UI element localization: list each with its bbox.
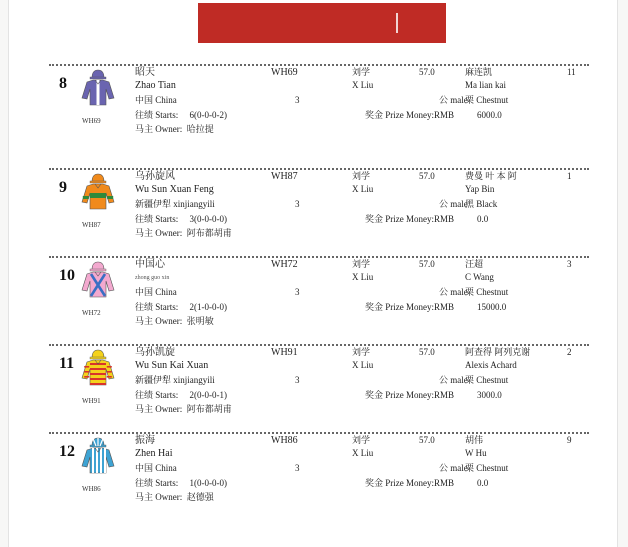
- owner-label: 马主 Owner:: [135, 316, 183, 326]
- horse-color: 栗 Chestnut: [465, 95, 509, 105]
- horse-origin: 新疆伊犁 xinjiangyili: [135, 199, 215, 209]
- horse-name-pinyin: zhong guo xin: [135, 275, 170, 281]
- horse-sex: 公 male: [439, 199, 468, 209]
- runner-number: 10: [59, 267, 75, 284]
- horse-age: 3: [295, 95, 300, 105]
- carried-weight: 57.0: [419, 435, 435, 445]
- trainer-name-cn: 汪超: [465, 259, 484, 269]
- horse-origin: 中国 China: [135, 463, 177, 473]
- trainer-name-en: C Wang: [465, 272, 494, 282]
- carried-weight: 57.0: [419, 347, 435, 357]
- entry-separator: [49, 432, 589, 434]
- banner-divider: [396, 13, 398, 33]
- jockey-name-en: X Liu: [352, 360, 374, 370]
- starts-value: 6(0-0-0-2): [189, 110, 228, 120]
- prize-label: 奖金 Prize Money:RMB: [365, 110, 454, 120]
- horse-age: 3: [295, 199, 300, 209]
- horse-code: WH87: [271, 171, 298, 182]
- jockey-name-en: X Liu: [352, 80, 374, 90]
- owner-value: 哈拉提: [186, 124, 214, 134]
- jockey-name-cn: 刘学: [352, 347, 371, 357]
- jockey-name-en: X Liu: [352, 272, 374, 282]
- prize-label: 奖金 Prize Money:RMB: [365, 390, 454, 400]
- silk-code: WH86: [82, 485, 101, 493]
- starts-label: 往绩 Starts:: [135, 110, 179, 120]
- trainer-name-en: W Hu: [465, 448, 487, 458]
- trainer-name-en: Yap Bin: [465, 184, 495, 194]
- horse-sex: 公 male: [439, 463, 468, 473]
- owner-label: 马主 Owner:: [135, 124, 183, 134]
- barrier-draw: 2: [567, 347, 572, 357]
- horse-name-cn: 中国心: [135, 259, 165, 270]
- horse-color: 栗 Chestnut: [465, 463, 509, 473]
- trainer-name-cn: 麻连凯: [465, 67, 493, 77]
- prize-label: 奖金 Prize Money:RMB: [365, 302, 454, 312]
- trainer-name-cn: 阿查得 阿列克谢: [465, 347, 531, 357]
- prize-value: 0.0: [477, 214, 489, 224]
- horse-code: WH86: [271, 435, 298, 446]
- horse-code: WH91: [271, 347, 298, 358]
- trainer-name-en: Ma lian kai: [465, 80, 506, 90]
- prize-value: 15000.0: [477, 302, 507, 312]
- barrier-draw: 9: [567, 435, 572, 445]
- carried-weight: 57.0: [419, 259, 435, 269]
- horse-sex: 公 male: [439, 95, 468, 105]
- jockey-silk-icon: [81, 260, 115, 298]
- horse-name-en: Zhen Hai: [135, 448, 173, 459]
- runner-entry: [49, 432, 589, 518]
- horse-name-en: Wu Sun Kai Xuan: [135, 360, 209, 371]
- owner-label: 马主 Owner:: [135, 404, 183, 414]
- runner-entry: [49, 344, 589, 430]
- owner-value: 赵德强: [186, 492, 214, 502]
- horse-name-en: Wu Sun Xuan Feng: [135, 184, 214, 195]
- owner-row: [135, 492, 214, 503]
- horse-name-cn: 乌孙凯旋: [135, 347, 175, 358]
- racecard-page: [8, 0, 618, 547]
- barrier-draw: 1: [567, 171, 572, 181]
- horse-color: 栗 Chestnut: [465, 287, 509, 297]
- prize-value: 3000.0: [477, 390, 502, 400]
- jockey-silk-icon: [81, 68, 115, 106]
- starts-label: 往绩 Starts:: [135, 214, 179, 224]
- starts-value: 2(0-0-0-1): [189, 390, 228, 400]
- runner-number: 12: [59, 443, 75, 460]
- prize-label: 奖金 Prize Money:RMB: [365, 478, 454, 488]
- horse-sex: 公 male: [439, 375, 468, 385]
- jockey-name-cn: 刘学: [352, 435, 371, 445]
- jockey-name-cn: 刘学: [352, 67, 371, 77]
- horse-name-en: Zhao Tian: [135, 80, 176, 91]
- starts-label: 往绩 Starts:: [135, 478, 179, 488]
- silk-code: WH91: [82, 397, 101, 405]
- silk-code: WH72: [82, 309, 101, 317]
- carried-weight: 57.0: [419, 67, 435, 77]
- entry-separator: [49, 64, 589, 66]
- starts-value: 2(1-0-0-0): [189, 302, 228, 312]
- horse-age: 3: [295, 375, 300, 385]
- owner-row: [135, 228, 232, 239]
- jockey-name-en: X Liu: [352, 184, 374, 194]
- entry-separator: [49, 344, 589, 346]
- jockey-name-cn: 刘学: [352, 259, 371, 269]
- owner-row: [135, 316, 214, 327]
- barrier-draw: 3: [567, 259, 572, 269]
- runner-number: 11: [59, 355, 75, 372]
- horse-age: 3: [295, 463, 300, 473]
- owner-label: 马主 Owner:: [135, 228, 183, 238]
- jockey-silk-icon: [81, 172, 115, 210]
- jockey-name-cn: 刘学: [352, 171, 371, 181]
- prize-value: 6000.0: [477, 110, 502, 120]
- jockey-silk-icon: [81, 348, 115, 386]
- runner-number: 9: [59, 179, 67, 196]
- horse-color: 栗 Chestnut: [465, 375, 509, 385]
- horse-name-cn: 乌孙旋风: [135, 171, 175, 182]
- horse-color: 黑 Black: [465, 199, 498, 209]
- horse-origin: 中国 China: [135, 95, 177, 105]
- starts-row: [135, 478, 227, 489]
- prize-value: 0.0: [477, 478, 489, 488]
- runner-entry: [49, 256, 589, 342]
- owner-label: 马主 Owner:: [135, 492, 183, 502]
- trainer-name-cn: 胡伟: [465, 435, 484, 445]
- carried-weight: 57.0: [419, 171, 435, 181]
- horse-origin: 中国 China: [135, 287, 177, 297]
- jockey-silk-icon: [81, 436, 115, 474]
- starts-label: 往绩 Starts:: [135, 390, 179, 400]
- horse-sex: 公 male: [439, 287, 468, 297]
- trainer-name-en: Alexis Achard: [465, 360, 517, 370]
- runner-entry: [49, 64, 589, 150]
- horse-age: 3: [295, 287, 300, 297]
- horse-code: WH72: [271, 259, 298, 270]
- entry-separator: [49, 168, 589, 170]
- starts-row: [135, 390, 227, 401]
- owner-row: [135, 404, 232, 415]
- owner-row: [135, 124, 214, 135]
- silk-code: WH69: [82, 117, 101, 125]
- jockey-name-en: X Liu: [352, 448, 374, 458]
- silk-code: WH87: [82, 221, 101, 229]
- starts-row: [135, 110, 227, 121]
- starts-row: [135, 214, 227, 225]
- owner-value: 阿布都胡甫: [186, 404, 232, 414]
- starts-label: 往绩 Starts:: [135, 302, 179, 312]
- runner-entry: [49, 168, 589, 254]
- trainer-name-cn: 费曼 叶 本 阿: [465, 171, 517, 181]
- horse-code: WH69: [271, 67, 298, 78]
- header-banner: [198, 3, 446, 43]
- owner-value: 张明敏: [186, 316, 214, 326]
- entry-separator: [49, 256, 589, 258]
- prize-label: 奖金 Prize Money:RMB: [365, 214, 454, 224]
- starts-value: 1(0-0-0-0): [189, 478, 228, 488]
- horse-origin: 新疆伊犁 xinjiangyili: [135, 375, 215, 385]
- horse-name-cn: 昭天: [135, 67, 155, 78]
- runner-number: 8: [59, 75, 67, 92]
- horse-name-cn: 振海: [135, 435, 155, 446]
- barrier-draw: 11: [567, 67, 576, 77]
- starts-value: 3(0-0-0-0): [189, 214, 228, 224]
- owner-value: 阿布都胡甫: [186, 228, 232, 238]
- starts-row: [135, 302, 227, 313]
